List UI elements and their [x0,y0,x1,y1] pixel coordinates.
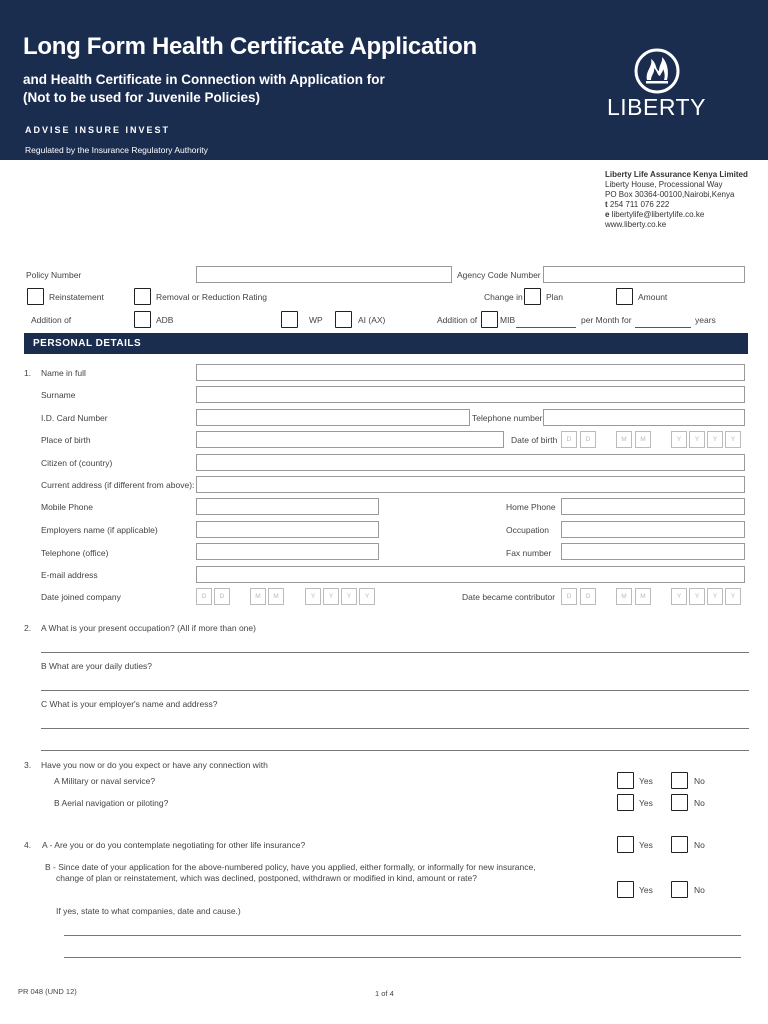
adb-checkbox[interactable] [134,311,151,328]
citizen-field[interactable] [196,454,745,471]
reinstatement-label: Reinstatement [49,292,104,302]
mobile-phone-label: Mobile Phone [41,502,93,512]
q2c-answer-line-2[interactable] [41,750,749,751]
place-of-birth-field[interactable] [196,431,504,448]
adb-label: ADB [156,315,174,325]
q2c-label: C What is your employer's name and address? [41,699,218,709]
plan-label: Plan [546,292,564,302]
mib-label: MIB [500,315,516,325]
contrib-day-2[interactable]: D [580,588,596,605]
dob-day-2[interactable]: D [580,431,596,448]
email-value: libertylife@libertylife.co.ke [611,210,705,219]
q1-number: 1. [24,368,32,378]
q3a-label: A Military or naval service? [54,776,156,786]
wp-checkbox[interactable] [281,311,298,328]
flame-icon [633,47,681,95]
company-address-line2: PO Box 30364-00100,Nairobi,Kenya [605,190,735,199]
q3b-no-checkbox[interactable] [671,794,688,811]
q3-intro: Have you now or do you expect or have any connection with [41,760,268,770]
q4b-no-label: No [694,885,705,895]
q3a-yes-label: Yes [639,776,653,786]
phone-value: 254 711 076 222 [609,200,670,209]
joined-year-2[interactable]: Y [323,588,339,605]
joined-day-1[interactable]: D [196,588,212,605]
q4-answer-line-1[interactable] [64,935,741,936]
dob-year-1[interactable]: Y [671,431,687,448]
q2c-answer-line-1[interactable] [41,728,749,729]
date-contributor-label: Date became contributor [462,592,556,602]
q3a-no-label: No [694,776,705,786]
form-subtitle-line1: and Health Certificate in Connection with Application for [23,72,385,87]
surname-label: Surname [41,390,76,400]
q4a-no-label: No [694,840,705,850]
date-joined-label: Date joined company [41,592,121,602]
occupation-label: Occupation [506,525,549,535]
surname-field[interactable] [196,386,745,403]
company-email [605,210,704,220]
amount-label: Amount [638,292,668,302]
telephone-office-field[interactable] [196,543,379,560]
joined-year-1[interactable]: Y [305,588,321,605]
regulated-notice: Regulated by the Insurance Regulatory Authority [25,145,208,155]
company-phone [605,200,669,210]
q3a-yes-checkbox[interactable] [617,772,634,789]
contrib-month-2[interactable]: M [635,588,651,605]
id-card-field[interactable] [196,409,470,426]
dob-day-1[interactable]: D [561,431,577,448]
contrib-year-3[interactable]: Y [707,588,723,605]
company-website: www.liberty.co.ke [605,220,667,229]
joined-day-2[interactable]: D [214,588,230,605]
q3-number: 3. [24,760,32,770]
date-contributor-field[interactable] [561,588,747,605]
current-address-label: Current address (if different from above): [41,480,195,490]
joined-month-2[interactable]: M [268,588,284,605]
q4b-yes-label: Yes [639,885,653,895]
q4a-label: A - Are you or do you contemplate negotiating for other life insurance? [42,840,306,850]
q4-answer-line-2[interactable] [64,957,741,958]
employers-name-field[interactable] [196,521,379,538]
wp-label: WP [309,315,323,325]
id-card-label: I.D. Card Number [41,413,108,423]
removal-checkbox[interactable] [134,288,151,305]
dob-year-4[interactable]: Y [725,431,741,448]
q2a-answer-line[interactable] [41,652,749,653]
years-amount-line[interactable] [635,327,691,328]
q2a-label: A What is your present occupation? (All if more than one) [41,623,256,633]
current-address-field[interactable] [196,476,745,493]
email-label: E-mail address [41,570,98,580]
q4b-label-line2: change of plan or reinstatement, which was declined, postponed, withdrawn or modified in kind, amount or rate? [56,873,477,883]
q4-number: 4. [24,840,32,850]
agency-code-field[interactable] [543,266,745,283]
place-of-birth-label: Place of birth [41,435,91,445]
email-prefix: e [605,210,610,219]
section-personal-details: PERSONAL DETAILS [24,333,748,354]
q2b-answer-line[interactable] [41,690,749,691]
q3b-label: B Aerial navigation or piloting? [54,798,169,808]
home-phone-field[interactable] [561,498,745,515]
ai-label: AI (AX) [358,315,386,325]
mib-amount-line[interactable] [516,327,576,328]
telephone-office-label: Telephone (office) [41,548,109,558]
occupation-field[interactable] [561,521,745,538]
contrib-year-1[interactable]: Y [671,588,687,605]
q2b-label: B What are your daily duties? [41,661,153,671]
citizen-label: Citizen of (country) [41,458,113,468]
company-address-line1: Liberty House, Processional Way [605,180,723,189]
q4a-no-checkbox[interactable] [671,836,688,853]
fax-number-field[interactable] [561,543,745,560]
form-code: PR 048 (UND 12) [18,987,77,996]
policy-number-field[interactable] [196,266,452,283]
contrib-day-1[interactable]: D [561,588,577,605]
q3b-yes-label: Yes [639,798,653,808]
mib-checkbox[interactable] [481,311,498,328]
home-phone-label: Home Phone [506,502,556,512]
employers-name-label: Employers name (if applicable) [41,525,158,535]
policy-number-label: Policy Number [26,270,82,280]
q3b-no-label: No [694,798,705,808]
form-title: Long Form Health Certificate Application [23,33,477,60]
addition-of-2-label: Addition of [437,315,478,325]
joined-year-4[interactable]: Y [359,588,375,605]
reinstatement-checkbox[interactable] [27,288,44,305]
telephone-number-field[interactable] [543,409,745,426]
ai-checkbox[interactable] [335,311,352,328]
q3a-no-checkbox[interactable] [671,772,688,789]
dob-year-2[interactable]: Y [689,431,705,448]
joined-year-3[interactable]: Y [341,588,357,605]
contrib-month-1[interactable]: M [616,588,632,605]
per-month-label: per Month for [581,315,632,325]
q4b-label-line1: B - Since date of your application for the above-numbered policy, have you applied, either formally, or informally for new insurance, [45,862,536,872]
dob-month-2[interactable]: M [635,431,651,448]
telephone-number-label: Telephone number [472,413,543,423]
phone-prefix: t [605,200,608,209]
q4b-no-checkbox[interactable] [671,881,688,898]
tagline: ADVISE INSURE INVEST [25,125,171,135]
plan-checkbox[interactable] [524,288,541,305]
q4-if-yes-label: If yes, state to what companies, date and cause.) [56,906,241,916]
q2-number: 2. [24,623,32,633]
contrib-year-4[interactable]: Y [725,588,741,605]
change-in-label: Change in [484,292,523,302]
dob-year-3[interactable]: Y [707,431,723,448]
removal-label: Removal or Reduction Rating [156,292,268,302]
header-banner [0,0,768,160]
q4b-yes-checkbox[interactable] [617,881,634,898]
q4a-yes-checkbox[interactable] [617,836,634,853]
company-name: Liberty Life Assurance Kenya Limited [605,170,748,179]
contrib-year-2[interactable]: Y [689,588,705,605]
dob-month-1[interactable]: M [616,431,632,448]
fax-number-label: Fax number [506,548,552,558]
amount-checkbox[interactable] [616,288,633,305]
form-subtitle-line2: (Not to be used for Juvenile Policies) [23,90,261,105]
email-field[interactable] [196,566,745,583]
mobile-phone-field[interactable] [196,498,379,515]
name-in-full-field[interactable] [196,364,745,381]
years-label: years [695,315,716,325]
addition-of-label: Addition of [31,315,72,325]
agency-code-label: Agency Code Number [457,270,541,280]
joined-month-1[interactable]: M [250,588,266,605]
q3b-yes-checkbox[interactable] [617,794,634,811]
page-number: 1 of 4 [375,989,394,998]
q4a-yes-label: Yes [639,840,653,850]
date-of-birth-field[interactable] [561,431,747,448]
date-of-birth-label: Date of birth [511,435,558,445]
date-joined-field[interactable] [196,588,380,605]
logo-text: LIBERTY [607,94,706,120]
name-in-full-label: Name in full [41,368,86,378]
